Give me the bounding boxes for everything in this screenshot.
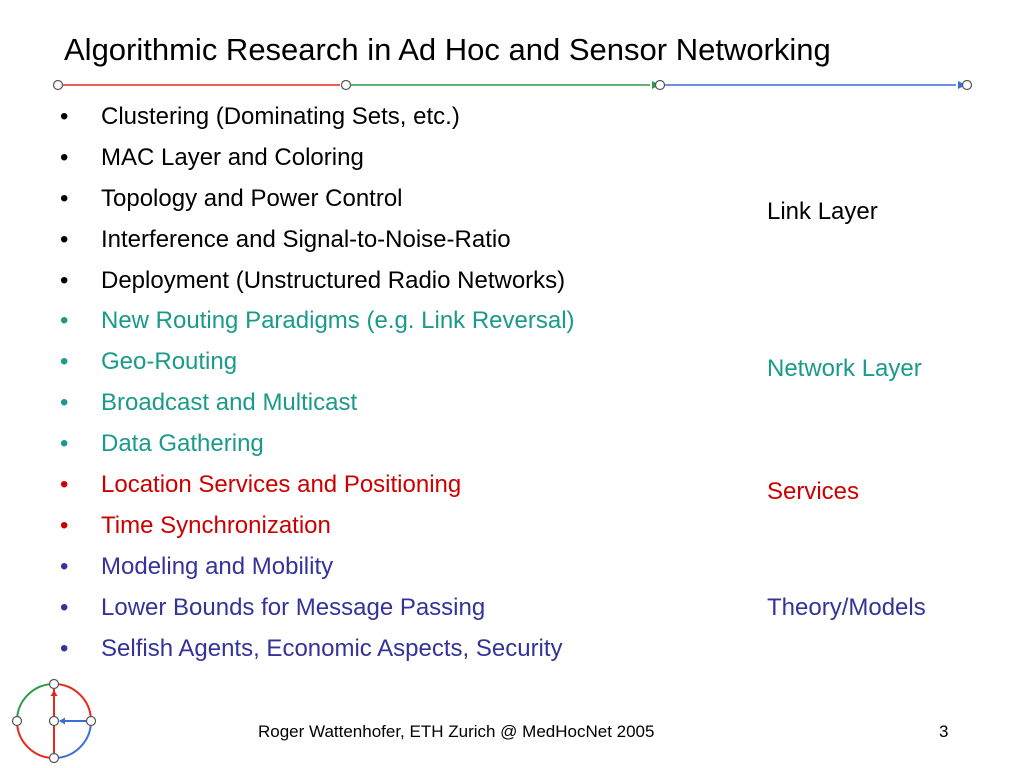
bullet-dot: • <box>60 143 69 171</box>
rule-node-4 <box>963 81 972 90</box>
logo-node-right <box>87 717 96 726</box>
topic-text: Geo-Routing <box>101 348 238 376</box>
bullet-dot: • <box>60 225 69 253</box>
logo-arc-red-bottom <box>17 721 54 758</box>
topic-text: Lower Bounds for Message Passing <box>101 593 486 621</box>
rule-node-2 <box>342 81 351 90</box>
slide-title: Algorithmic Research in Ad Hoc and Sensor Networking <box>64 32 831 67</box>
bullet-dot: • <box>60 266 69 294</box>
bullet-dot: • <box>60 634 69 662</box>
footer-text: Roger Wattenhofer, ETH Zurich @ MedHocNet 2005 <box>258 722 655 741</box>
bullet-dot: • <box>60 348 69 376</box>
topic-text: Location Services and Positioning <box>101 471 462 499</box>
topic-text: Data Gathering <box>101 430 264 458</box>
topic-text: Topology and Power Control <box>101 184 403 212</box>
logo-node-bottom <box>50 754 59 763</box>
bullet-dot: • <box>60 103 69 130</box>
logo-arc-green <box>17 684 54 721</box>
topic-text: Selfish Agents, Economic Aspects, Security <box>101 634 563 662</box>
topic-text: Clustering (Dominating Sets, etc.) <box>101 103 460 130</box>
topic-text: MAC Layer and Coloring <box>101 143 364 171</box>
topic-text: Deployment (Unstructured Radio Networks) <box>101 266 566 294</box>
logo-arc-blue <box>54 721 91 758</box>
category-network-layer: Network Layer <box>767 355 922 382</box>
bullet-dot: • <box>60 307 69 335</box>
topic-text: New Routing Paradigms (e.g. Link Reversal) <box>101 307 575 335</box>
bullet-dot: • <box>60 389 69 417</box>
category-theory-models: Theory/Models <box>767 594 926 621</box>
bullet-dot: • <box>60 471 69 499</box>
bullet-dot: • <box>60 430 69 458</box>
bullet-dot: • <box>60 511 69 539</box>
logo-arrowhead-top <box>51 690 58 696</box>
bullet-dot: • <box>60 593 69 621</box>
logo-node-left <box>13 717 22 726</box>
bullet-dot: • <box>60 184 69 212</box>
page-number: 3 <box>939 722 949 741</box>
title-rule-arrows <box>0 70 1024 100</box>
topic-text: Time Synchronization <box>101 511 331 539</box>
logo-arrowhead <box>59 718 65 725</box>
rule-node-1 <box>54 81 63 90</box>
category-link-layer: Link Layer <box>767 198 878 225</box>
topic-text: Broadcast and Multicast <box>101 389 358 417</box>
topic-text: Modeling and Mobility <box>101 552 334 580</box>
bullet-dot: • <box>60 552 69 580</box>
logo-arc-red-top <box>54 684 91 721</box>
network-logo-icon <box>8 676 100 768</box>
topic-text: Interference and Signal-to-Noise-Ratio <box>101 225 511 253</box>
rule-node-3 <box>656 81 665 90</box>
logo-node-top <box>50 680 59 689</box>
logo-node-center <box>50 717 59 726</box>
category-services: Services <box>767 478 860 505</box>
